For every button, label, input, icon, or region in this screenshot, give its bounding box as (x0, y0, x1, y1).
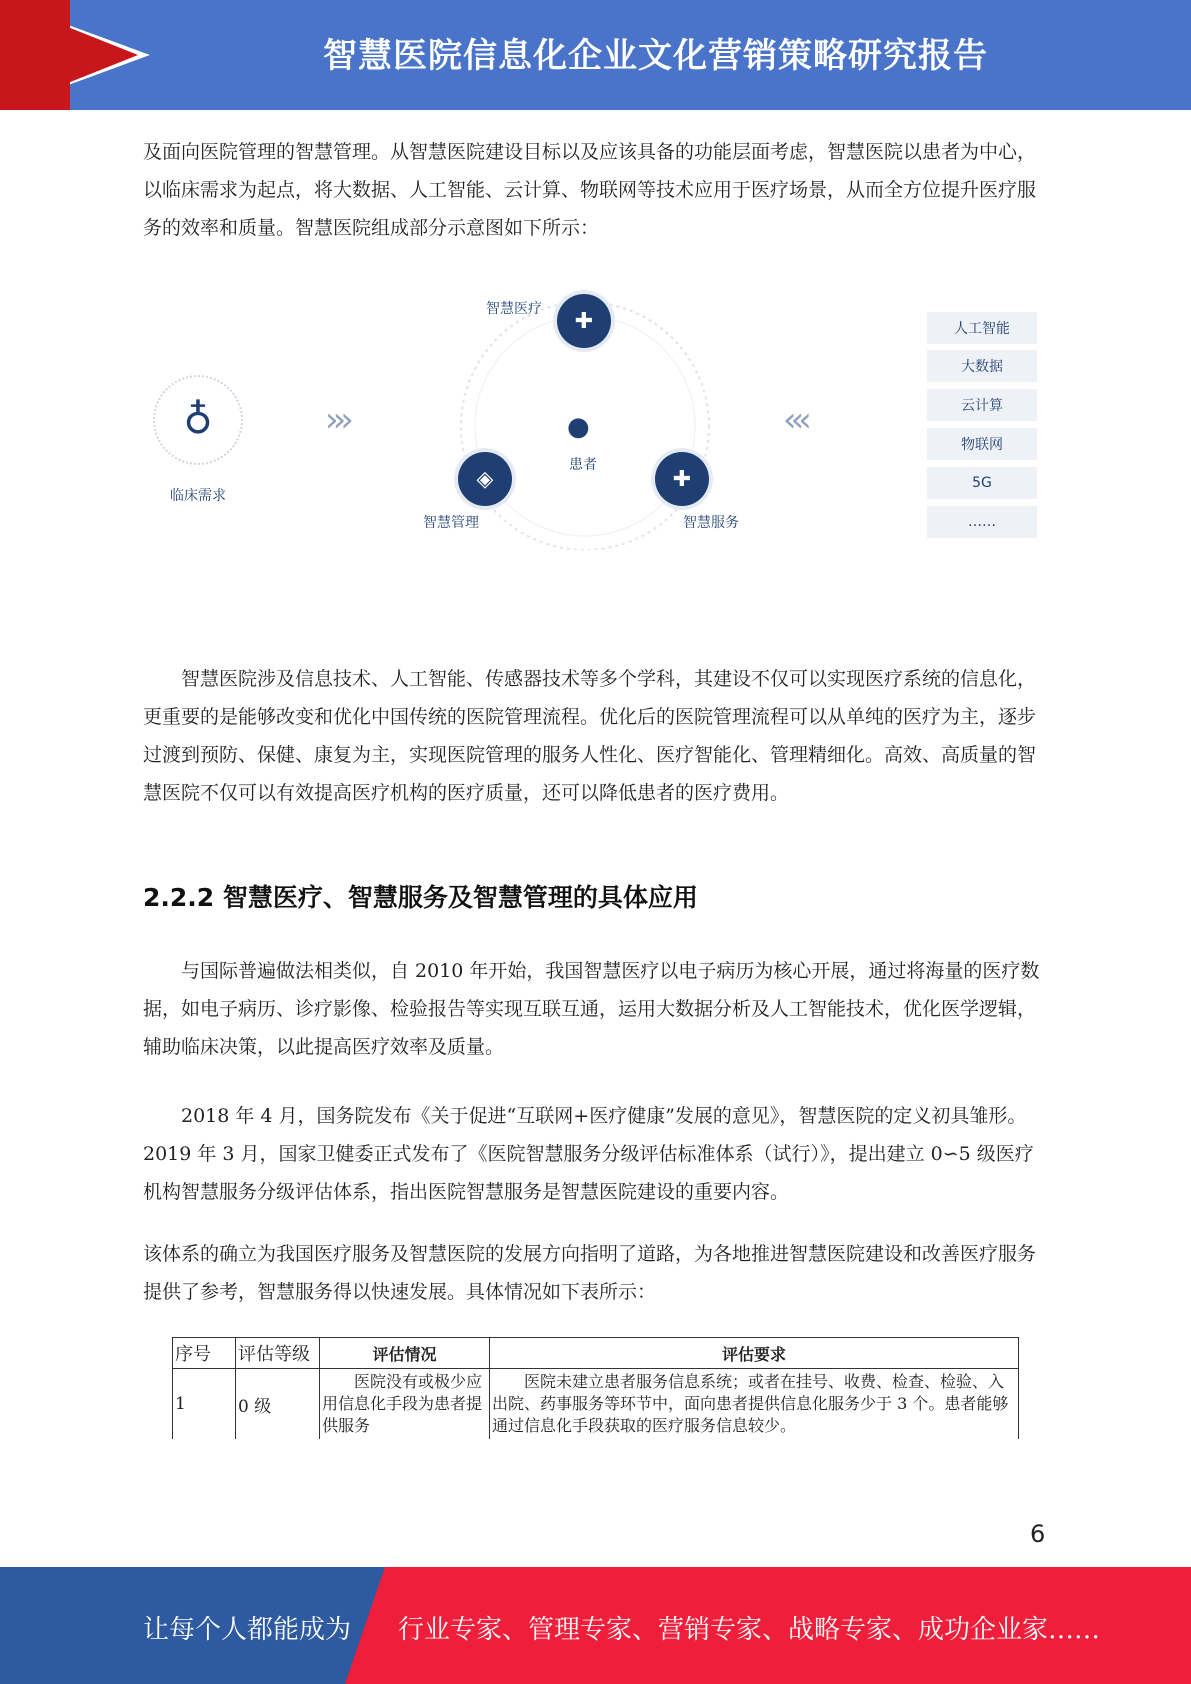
user-icon: ● (567, 412, 590, 442)
paragraph-3: 与国际普遍做法相类似，自 2010 年开始，我国智慧医疗以电子病历为核心开展，通过将海量的医疗数据，如电子病历、诊疗影像、检验报告等实现互联互通，运用大数据分析及人工智能技术，优化医学逻辑，辅助临床决策，以此提高医疗效率及质量。 (143, 960, 1040, 1058)
clinical-need-label: 临床需求 (170, 488, 226, 504)
tech-item: 云计算 (927, 389, 1037, 421)
tech-item: 人工智能 (927, 312, 1037, 344)
section-heading: 2.2.2 智慧医疗、智慧服务及智慧管理的具体应用 (143, 883, 698, 912)
paragraph-2: 智慧医院涉及信息技术、人工智能、传感器技术等多个学科，其建设不仅可以实现医疗系统的信息化，更重要的是能够改变和优化中国传统的医院管理流程。优化后的医院管理流程可以从单纯的医疗为主，逐步过渡到预防、保健、康复为主，实现医院管理的服务人性化、医疗智能化、管理精细化。高效、高质量的智慧医院不仅可以有效提高医疗机构的医疗质量，还可以降低患者的医疗费用。 (143, 668, 1037, 804)
tech-item: …… (927, 506, 1037, 538)
document-title: 智慧医院信息化企业文化营销策略研究报告 (323, 36, 988, 76)
table-header-row (173, 1338, 1019, 1369)
paragraph-4: 2018 年 4 月，国务院发布《关于促进“互联网+医疗健康”发展的意见》，智慧医院的定义初具雏形。2019 年 3 月，国家卫健委正式发布了《医院智慧服务分级评估标准体系（试行）》，提出建立 0∽5 级医疗机构智慧服务分级评估体系，指出医院智慧服务是智慧医院建设的重要内容。 (143, 1105, 1034, 1203)
smart-hospital-diagram (143, 280, 1045, 550)
footer-slogan-right: 行业专家、管理专家、营销专家、战略专家、成功企业家…… (398, 1615, 1101, 1645)
chevron-right-icon: ››› (325, 400, 348, 440)
evaluation-table (172, 1337, 1019, 1439)
table-cell: 0 级 (236, 1369, 320, 1440)
table-header: 序号 (173, 1338, 236, 1369)
page-number: 6 (1030, 1520, 1046, 1548)
stethoscope-icon: ♁ (153, 375, 243, 465)
medical-hand-icon: ✚ (557, 294, 611, 348)
page-header (0, 0, 1191, 110)
tech-item: 5G (927, 467, 1037, 499)
table-header: 评估等级 (236, 1338, 320, 1369)
table-row (173, 1369, 1019, 1440)
smart-medical-label: 智慧医疗 (486, 301, 542, 317)
table-header: 评估要求 (490, 1338, 1019, 1369)
table-header: 评估情况 (320, 1338, 490, 1369)
table-cell: 医院未建立患者服务信息系统；或者在挂号、收费、检查、检验、入出院、药事服务等环节中，面向患者提供信息化服务少于 3 个。患者能够通过信息化手段获取的医疗服务信息较少。 (490, 1369, 1019, 1440)
patient-label: 患者 (569, 457, 597, 473)
doctor-icon: ✚ (655, 452, 709, 506)
smart-management-label: 智慧管理 (423, 515, 479, 531)
intro-paragraph: 及面向医院管理的智慧管理。从智慧医院建设目标以及应该具备的功能层面考虑，智慧医院以患者为中心，以临床需求为起点，将大数据、人工智能、云计算、物联网等技术应用于医疗场景，从而全方位提升医疗服务的效率和质量。智慧医院组成部分示意图如下所示： (143, 141, 1037, 239)
table-cell: 医院没有或极少应用信息化手段为患者提供服务 (320, 1369, 490, 1440)
tech-item: 物联网 (927, 428, 1037, 460)
chevron-left-icon: ‹‹‹ (783, 400, 806, 440)
tech-item: 大数据 (927, 350, 1037, 382)
footer-slogan-left: 让每个人都能成为 (143, 1615, 352, 1645)
smart-service-label: 智慧服务 (683, 515, 739, 531)
paragraph-5: 该体系的确立为我国医疗服务及智慧医院的发展方向指明了道路，为各地推进智慧医院建设和改善医疗服务提供了参考，智慧服务得以快速发展。具体情况如下表所示： (143, 1243, 1037, 1303)
page-footer (0, 1567, 1191, 1684)
table-cell: 1 (173, 1369, 236, 1440)
layers-icon: ◈ (458, 452, 512, 506)
